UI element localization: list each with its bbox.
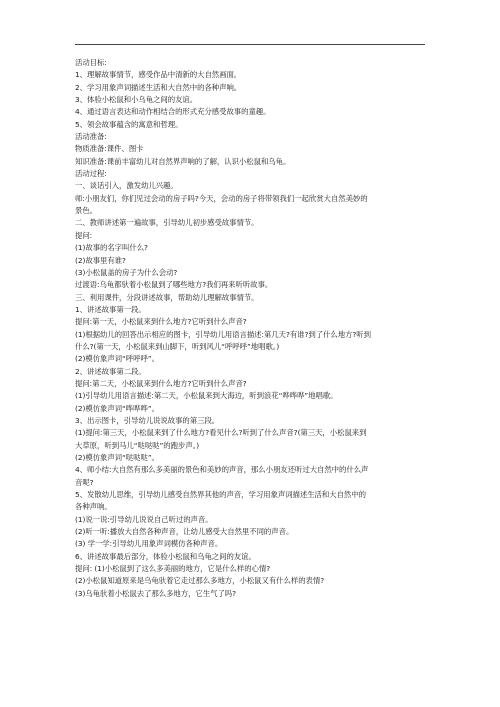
document-body (75, 57, 427, 600)
text-line: 活动过程: (75, 169, 107, 179)
text-line: (3)乌龟驮着小松鼠去了那么多地方，它生气了吗? (75, 588, 237, 598)
text-line: 知识准备:课前丰富幼儿对自然界声响的了解，认识小松鼠和乌龟。 (75, 156, 291, 166)
text-line: 2、学习用象声词描述生活和大自然中的各种声响。 (75, 82, 242, 92)
text-line: 什么?(第一天，小松鼠来到山脚下，听到风儿“呼呼呼”地唱歌。) (75, 341, 280, 351)
text-line: 活动准备: (75, 132, 107, 142)
text-line: 3、出示图卡，引导幼儿说说故事的第三段。 (75, 415, 220, 425)
text-line: (2)听一听:播放大自然各种声音，让幼儿感受大自然里不同的声音。 (75, 527, 294, 537)
text-line: 提问: (1)小松鼠到了这么多美丽的地方，它是什么样的心情? (75, 564, 271, 574)
text-line: (1)提问:第三天，小松鼠来到了什么地方?看见什么?听到了什么声音?(第三天，小松鼠来到 (75, 428, 367, 438)
text-line: (1)根据幼儿的回答出示相应的图卡，引导幼儿用语言描述:第几天?有谁?到了什么地方?听到 (75, 329, 371, 339)
text-line: 3、体验小松鼠和小乌龟之间的友谊。 (75, 95, 198, 105)
text-line: 音呢? (75, 477, 94, 487)
text-line: (2)模仿象声词“哗哗哗”。 (75, 403, 159, 413)
text-line: (2)故事里有谁? (75, 255, 126, 265)
header-rule (75, 44, 425, 45)
text-line: 1、讲述故事第一段。 (75, 304, 146, 314)
text-line: 提问:第一天，小松鼠来到什么地方?它听到什么声音? (75, 317, 247, 327)
text-line: 物质准备:课件、图卡 (75, 144, 144, 154)
text-line: 5、发散幼儿思维，引导幼儿感受自然界其他的声音，学习用象声词描述生活和大自然中的 (75, 490, 366, 500)
text-line: (1)引导幼儿用语言描述:第二天，小松鼠来到大海边，听到浪花“哗哗哗”地唱歌。 (75, 391, 338, 401)
text-line: (2)模仿象声词“呼呼呼”。 (75, 354, 159, 364)
text-line: 2、讲述故事第二段。 (75, 366, 146, 376)
text-line: 三、利用课件，分段讲述故事，帮助幼儿理解故事情节。 (75, 292, 259, 302)
text-line: 5、领会故事蕴含的寓意和哲理。 (75, 119, 183, 129)
text-line: 4、师小结:大自然有那么多美丽的景色和美妙的声音，那么小朋友还听过大自然中的什么声 (75, 465, 369, 475)
text-line: 1、理解故事情节，感受作品中清新的大自然画面。 (75, 70, 242, 80)
text-line: (1)说一说:引导幼儿说说自己听过的声音。 (75, 514, 213, 524)
text-line: (3) 学一学:引导幼儿用象声词模仿各种声音。 (75, 539, 223, 549)
text-line: 一、谈话引入，激发幼儿兴趣。 (75, 181, 178, 191)
text-line: (3)小松鼠盖的房子为什么会动? (75, 267, 178, 277)
text-line: (2)模仿象声词“哒哒哒”。 (75, 453, 159, 462)
text-line: 4、通过语言表达和动作相结合的形式充分感受故事的童趣。 (75, 107, 271, 117)
text-line: 师:小朋友们，你们见过会动的房子吗?今天，会动的房子将带领我们一起欣赏大自然美妙的 (75, 193, 368, 203)
text-line: 6、讲述故事最后部分，体验小松鼠和乌龟之间的友谊。 (75, 551, 256, 561)
text-line: 各种声响。 (75, 502, 112, 512)
text-line: (1)故事的名字叫什么? (75, 243, 148, 253)
text-line: 过渡语:乌龟都驮着小松鼠到了哪些地方?我们再来听听故事。 (75, 280, 273, 290)
text-line: 景色。 (75, 206, 98, 216)
text-line: (2)小松鼠知道原来是乌龟驮着它走过那么多地方，小松鼠又有什么样的表情? (75, 576, 325, 586)
text-line: 大草原，听到马儿“哒哒哒”的跑步声。) (75, 440, 200, 450)
text-line: 活动目标: (75, 58, 107, 67)
text-line: 二、教师讲述第一遍故事，引导幼儿初步感受故事情节。 (75, 218, 259, 228)
text-line: 提问: (75, 230, 93, 240)
text-line: 提问:第二天，小松鼠来到什么地方?它听到什么声音? (75, 378, 247, 388)
